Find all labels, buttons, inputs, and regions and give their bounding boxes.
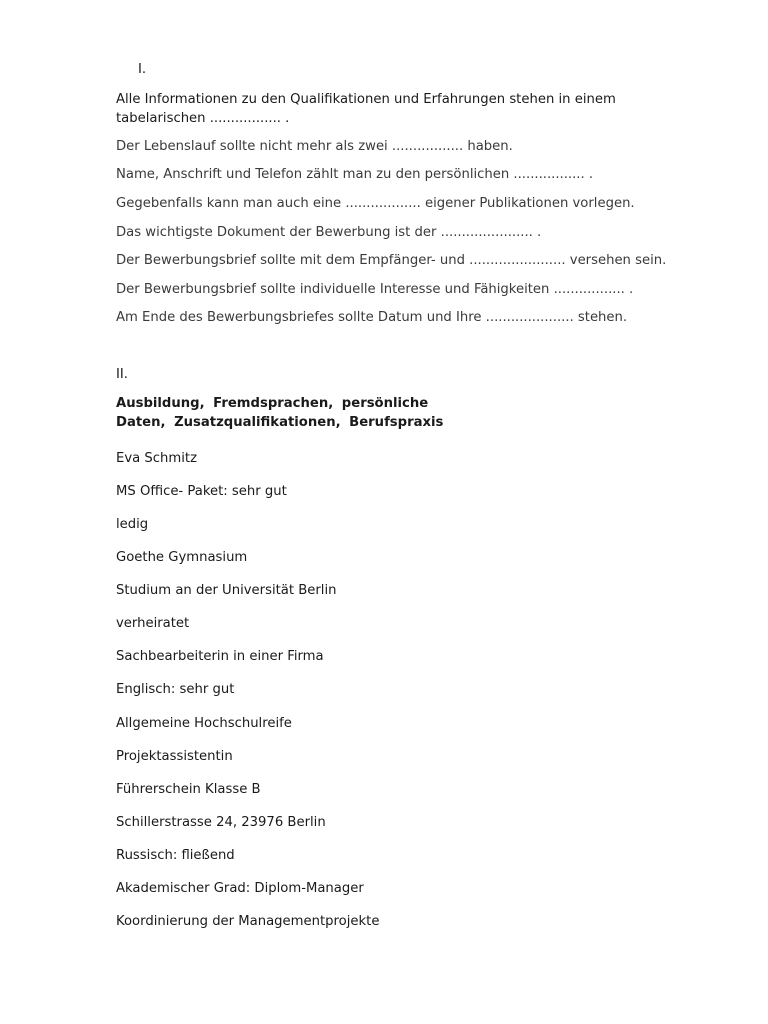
- section-1-intro-line-1: Alle Informationen zu den Qualifikationen und Erfahrungen stehen in einem: [116, 92, 616, 107]
- section-1-sentence: Der Bewerbungsbrief sollte individuelle Interesse und Fähigkeiten ................. .: [116, 282, 634, 297]
- section-2-item: Englisch: sehr gut: [116, 682, 235, 697]
- section-1-sentence: Das wichtigste Dokument der Bewerbung ist der ...................... .: [116, 225, 542, 240]
- section-2-item: Studium an der Universität Berlin: [116, 583, 337, 598]
- section-1-sentence: Name, Anschrift und Telefon zählt man zu den persönlichen ................. .: [116, 167, 594, 182]
- section-1-sentence: Am Ende des Bewerbungsbriefes sollte Datum und Ihre ..................... stehen.: [116, 310, 628, 325]
- section-2-item: Führerschein Klasse B: [116, 782, 261, 797]
- section-2-item: Allgemeine Hochschulreife: [116, 716, 292, 731]
- section-2-item: Projektassistentin: [116, 749, 233, 764]
- section-2-item: Goethe Gymnasium: [116, 550, 248, 565]
- section-2-item: ledig: [116, 517, 149, 532]
- section-1-number: I.: [138, 62, 147, 77]
- section-2-item: Schillerstrasse 24, 23976 Berlin: [116, 815, 326, 830]
- section-1-sentence: Der Bewerbungsbrief sollte mit dem Empfänger- und ....................... versehen sein.: [116, 253, 667, 268]
- section-2-heading-line-2: Daten, Zusatzqualifikationen, Berufspraxis: [116, 415, 444, 430]
- section-2-item: MS Office- Paket: sehr gut: [116, 484, 287, 499]
- section-2-item: Russisch: fließend: [116, 848, 235, 863]
- section-2-heading-line-1: Ausbildung, Fremdsprachen, persönliche: [116, 396, 429, 411]
- section-1-sentence: Der Lebenslauf sollte nicht mehr als zwei ................. haben.: [116, 139, 513, 154]
- section-2-item: Eva Schmitz: [116, 451, 197, 466]
- section-1-sentence: Gegebenfalls kann man auch eine .................. eigener Publikationen vorlegen.: [116, 196, 635, 211]
- section-2-number: II.: [116, 367, 128, 382]
- section-1-intro-line-2: tabelarischen ................. .: [116, 111, 290, 126]
- section-2-item: Koordinierung der Managementprojekte: [116, 914, 380, 929]
- section-2-item: verheiratet: [116, 616, 190, 631]
- section-2-item: Akademischer Grad: Diplom-Manager: [116, 881, 364, 896]
- section-2-item: Sachbearbeiterin in einer Firma: [116, 649, 324, 664]
